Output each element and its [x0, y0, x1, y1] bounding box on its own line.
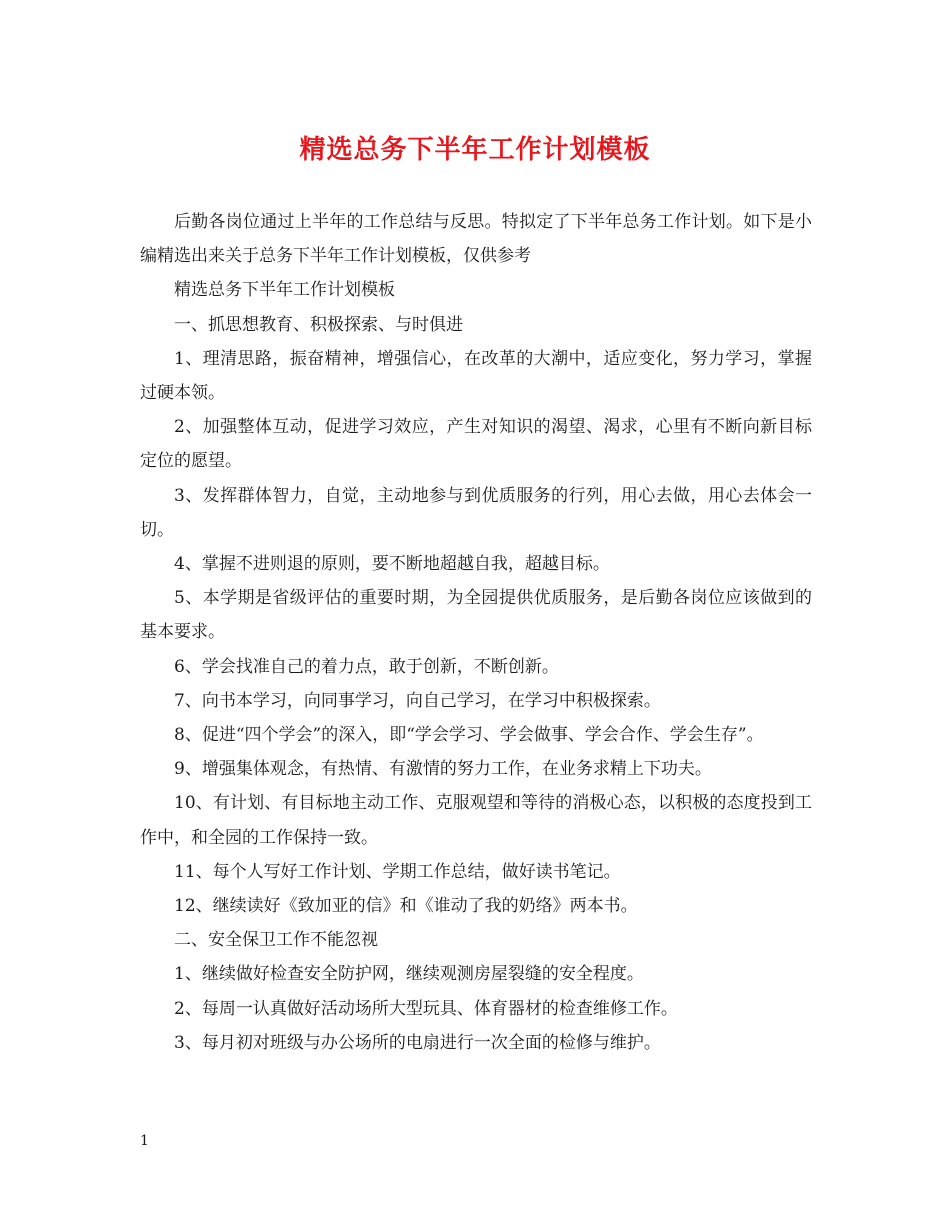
document-title: 精选总务下半年工作计划模板: [299, 135, 651, 165]
list-item: 9、增强集体观念，有热情、有激情的努力工作，在业务求精上下功夫。: [174, 759, 712, 780]
section-heading-1: 一、抓思想教育、积极探索、与时俱进: [174, 314, 463, 335]
list-item: 2、加强整体互动，促进学习效应，产生对知识的渴望、渴求，心里有不断向新目标定位的愿望。: [140, 417, 812, 472]
list-item: 1、理清思路，振奋精神，增强信心，在改革的大潮中，适应变化，努力学习，掌握过硬本领。: [140, 348, 812, 404]
list-item: 8、促进“四个学会”的深入，即“学会学习、学会做事、学会合作、学会生存”。: [174, 725, 764, 746]
document-body: [140, 205, 812, 1060]
list-item: 10、有计划、有目标地主动工作、克服观望和等待的消极心态，以积极的态度投到工作中，和全园的工作保持一致。: [140, 793, 812, 848]
list-item: 6、学会找准自己的着力点，敢于创新，不断创新。: [174, 656, 559, 677]
subtitle-paragraph: 精选总务下半年工作计划模板: [174, 280, 395, 301]
intro-paragraph: 后勤各岗位通过上半年的工作总结与反思。特拟定了下半年总务工作计划。如下是小编精选出来关于总务下半年工作计划模板，仅供参考: [140, 212, 812, 267]
list-item: 2、每周一认真做好活动场所大型玩具、体育器材的检查维修工作。: [174, 998, 678, 1019]
list-item: 12、继续读好《致加亚的信》和《谁动了我的奶络》两本书。: [174, 896, 638, 917]
list-item: 5、本学期是省级评估的重要时期，为全园提供优质服务，是后勤各岗位应该做到的基本要求。: [140, 588, 812, 643]
list-item: 1、继续做好检查安全防护网，继续观测房屋裂缝的安全程度。: [174, 964, 644, 985]
list-item: 11、每个人写好工作计划、学期工作总结，做好读书笔记。: [174, 861, 621, 882]
page-number: 1: [140, 1133, 149, 1149]
list-item: 7、向书本学习，向同事学习，向自己学习，在学习中积极探索。: [174, 690, 661, 711]
list-item: 3、每月初对班级与办公场所的电扇进行一次全面的检修与维护。: [174, 1032, 661, 1053]
section-heading-2: 二、安全保卫工作不能忽视: [174, 930, 378, 951]
list-item: 3、发挥群体智力，自觉，主动地参与到优质服务的行列，用心去做，用心去体会一切。: [140, 485, 812, 540]
list-item: 4、掌握不进则退的原则，要不断地超越自我，超越目标。: [174, 554, 610, 575]
